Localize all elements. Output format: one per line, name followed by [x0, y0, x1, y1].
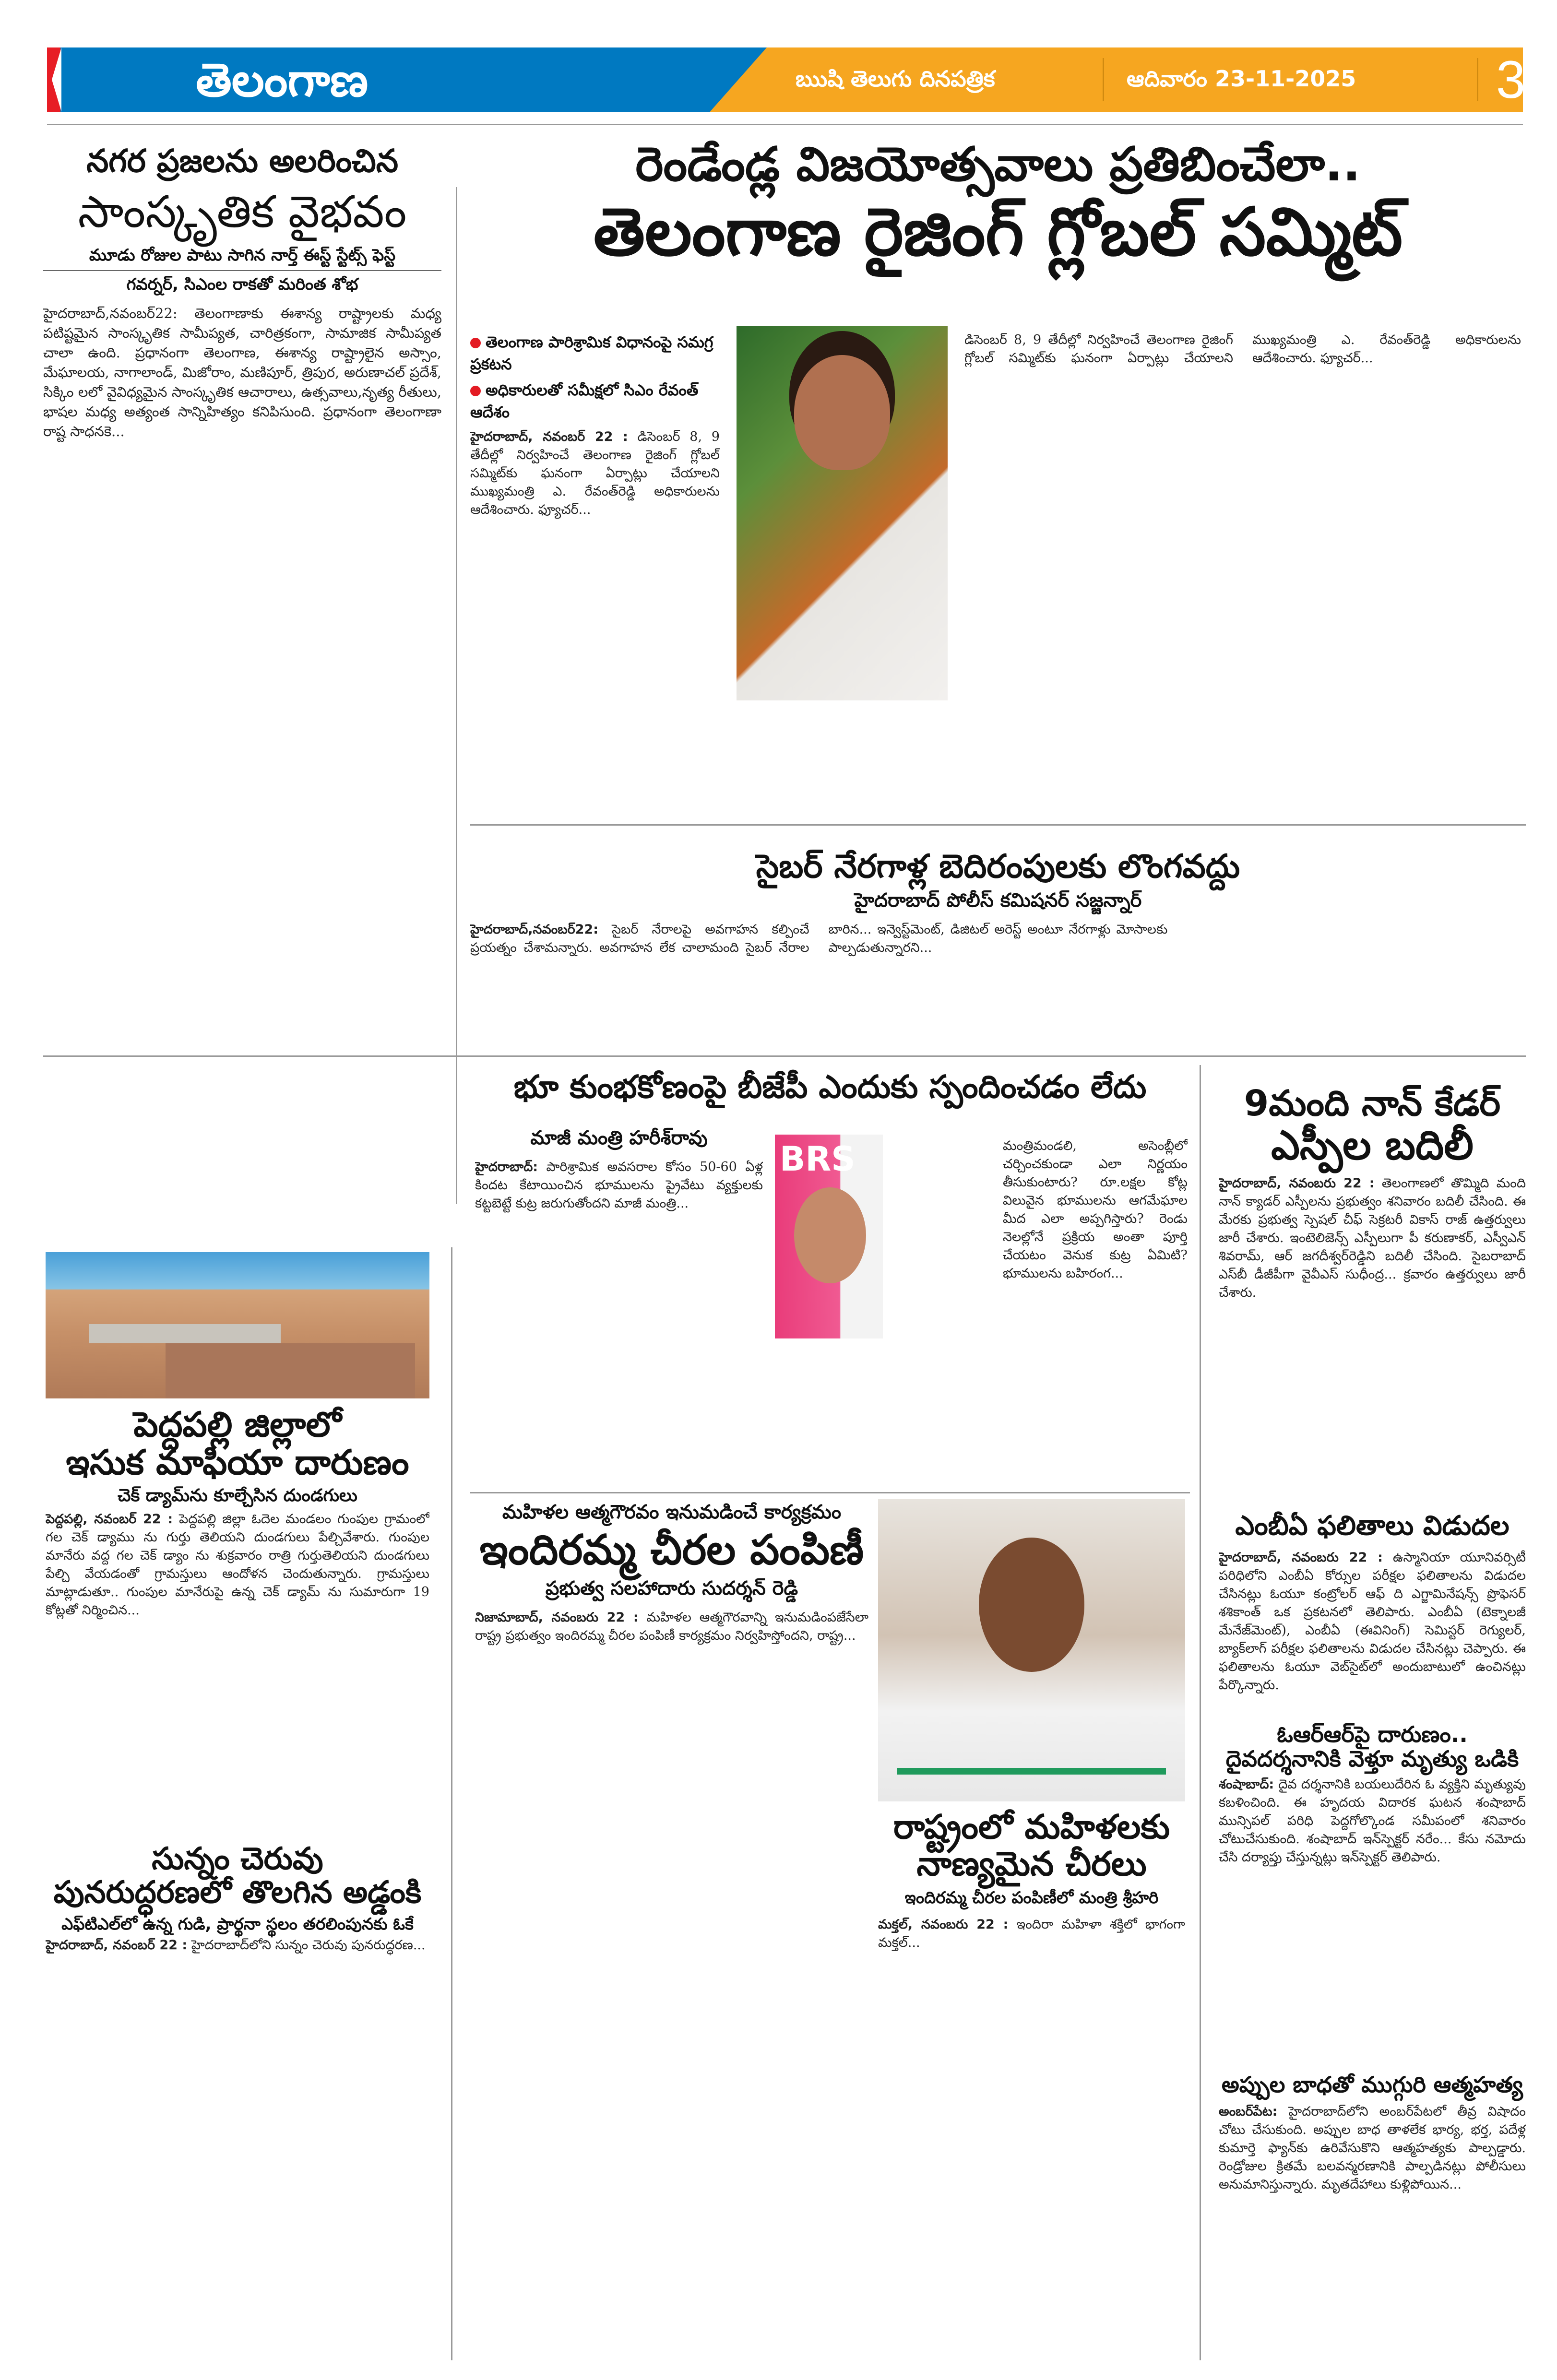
article-sand-mafia [46, 1406, 429, 1808]
bullet-icon [470, 386, 481, 396]
subhead: గవర్నర్, సిఎంల రాకతో మరింత శోభ [126, 275, 358, 295]
headline: ఎస్పీల బదిలీ [1271, 1122, 1474, 1169]
summit-bullets [470, 331, 720, 697]
headline: సైబర్ నేరగాళ్ల బెదిరంపులకు లొంగవద్దు [756, 848, 1240, 886]
article-body: హైదరాబాద్, నవంబరు 22 : ఉస్మానియా యూనివర్సిటీ పరిధిలోని ఎంబీఏ కోర్సుల పరీక్షల ఫలితాలను విడుదల చేసినట్లు ఓయూ కంట్రోలర్ ఆఫ్ ది ఎగ్జామినేషన్స్ ప్రొఫెసర్ శశికాంత్ ఒక ప్రకటనలో తెలిపారు. ఎంబీఏ (టెక్నాలజీ మేనేజ్‌మెంట్), ఎంబీఏ (ఈవినింగ్) సెమిస్టర్ రెగ్యులర్, బ్యాక్‌లాగ్ పరీక్షల ఫలితాలను విడుదల చేసినట్లు చెప్పారు. ఈ ఫలితాలను ఓయూ వెబ్‌సైట్‌లో అందుబాటులో ఉంచినట్లు పేర్కొన్నారు. [1219, 1550, 1526, 1693]
photo-harish [775, 1135, 883, 1338]
subhead: మూడు రోజుల పాటు సాగిన నార్త్ ఈస్ట్ స్టేట్స్ ఫెస్ట్ [43, 247, 441, 271]
photo-check-dam [46, 1252, 429, 1398]
article-debt [1219, 2072, 1526, 2362]
section-rule [43, 1055, 1526, 1057]
headline: ఇందిరమ్మ చీరల పంపిణీ [479, 1526, 864, 1574]
article-body: అంబర్‌పేట: హైదరాబాద్‌లోని అంబర్‌పేటలో తీవ్ర విషాదం చోటు చేసుకుంది. అప్పుల బాధ తాళలేక భార్య, భర్త, పదేళ్ల కుమార్తె ఫ్యాన్‌కు ఉరివేసుకొని ఆత్మహత్యకు పాల్పడ్డారు. రెండ్రోజుల క్రితమే బలవన్మరణానికి పాల్పడినట్లు పోలీసులు అనుమానిస్తున్నారు. మృతదేహాలు కుళ్లిపోయిన... [1219, 2104, 1526, 2192]
dateline: హైదరాబాద్, నవంబర్ 22 : [470, 429, 628, 444]
water [166, 1343, 415, 1398]
subhead: చెక్ డ్యామ్‌ను కూల్చేసిన దుండగులు [118, 1486, 357, 1506]
article-mba [1219, 1511, 1526, 1707]
land-right: మంత్రిమండలి, అసెంబ్లీలో చర్చించకుండా ఎలా నిర్ణయం తీసుకుంటారు? రూ.లక్షల కోట్ల విలువైన భూములను ఆగమేఘాల మీద ఎలా అప్పగిస్తారు? రెండు నెలల్లోనే ప్రక్రియ అంతా పూర్తి చేయటం వెనుక కుట్ర ఏమిటి? భూములను బహిరంగ... [1003, 1138, 1188, 1281]
bullet-icon [470, 338, 481, 348]
headline: రాష్ట్రంలో మహిళలకు [893, 1807, 1170, 1847]
article-body: మక్తల్, నవంబరు 22 : ఇందిరా మహిళా శక్తిలో భాగంగా మక్తల్... [878, 1917, 1185, 1951]
subhead: ప్రభుత్వ సలహాదారు సుదర్శన్ రెడ్డి [545, 1577, 798, 1599]
issue-date: ఆదివారం 23-11-2025 [1127, 66, 1356, 92]
land-left [475, 1127, 763, 1417]
article-sp-transfer [1219, 1084, 1526, 1534]
subhead: మాజీ మంత్రి హరీశ్‌రావు [530, 1127, 708, 1149]
kicker: రెండేండ్ల విజయోత్సవాలు ప్రతిబించేలా.. [635, 137, 1361, 192]
face-shape [794, 355, 890, 470]
paper-name: ఋషి తెలుగు దినపత్రిక [796, 66, 995, 92]
dateline: మక్తల్, నవంబరు 22 : [878, 1917, 1009, 1932]
bullet-item: అధికారులతో సమీక్షలో సిఎం రేవంత్ ఆదేశం [470, 381, 699, 421]
dateline: హైదరాబాద్, నవంబరు 22 : [1219, 1550, 1383, 1565]
headline: దైవదర్శనానికి వెళ్తూ మృత్యు ఒడికి [1225, 1745, 1519, 1772]
kicker: నగర ప్రజలను అలరించిన [86, 142, 399, 179]
column-rule [1200, 1065, 1201, 2360]
kicker: మహిళల ఆత్మగౌరవం ఇనుమడించే కార్యక్రమం [502, 1501, 842, 1523]
dateline: హైదరాబాద్, నవంబరు 22 : [1219, 1175, 1375, 1191]
headline: తెలంగాణ రైజింగ్ గ్లోబల్ సమ్మిట్ [593, 193, 1403, 271]
article-body: హైదరాబాద్: పారిశ్రామిక అవసరాల కోసం 50-60 ఏళ్ల కిందట కేటాయించిన భూములను ప్రైవేటు వ్యక్తులకు కట్టబెట్టే కుట్ర జరుగుతోందని మాజీ మంత్రి... [475, 1160, 763, 1211]
headline: అప్పుల బాధతో ముగ్గురి ఆత్మహత్య [1221, 2072, 1523, 2097]
section-rule [470, 1492, 1190, 1493]
column-rule [451, 1247, 452, 2360]
dateline: హైదరాబాద్,నవంబర్22: [43, 305, 178, 321]
headline: 9మంది నాన్ కేడర్ [1244, 1083, 1501, 1124]
headline: నాణ్యమైన చీరలు [916, 1844, 1147, 1883]
dateline: పెద్దపల్లి, నవంబర్ 22 : [46, 1511, 173, 1527]
article-body: హైదరాబాద్, నవంబర్ 22 : హైదరాబాద్‌లోని సున్నం చెరువు పునరుద్ధరణ... [46, 1938, 426, 1953]
article-orr [1219, 1722, 1526, 2054]
dam-wall [89, 1324, 281, 1343]
summit-continued: డిసెంబర్ 8, 9 తేదీల్లో నిర్వహించే తెలంగాణ రైజింగ్ గ్లోబల్ సమ్మిట్‌కు ఘనంగా ఏర్పాట్లు చేయాలని ముఖ్యమంత్రి ఎ. రేవంత్‌రెడ్డి అధికారులను ఆదేశించారు. ఫ్యూచర్... [964, 332, 1521, 366]
article-land [475, 1070, 1185, 1105]
article-body: హైదరాబాద్, నవంబరు 22 : తెలంగాణలో తొమ్మిది మంది నాన్ క్యాడర్ ఎస్పీలను ప్రభుత్వం శనివారం బదిలీ చేసింది. ఈ మేరకు ప్రభుత్వ స్పెషల్ చీఫ్ సెక్రటరీ వికాస్ రాజ్ ఉత్తర్వులు జారీ చేశారు. ఇంటెలిజెన్స్ ఎస్పీలుగా పీ కరుణాకర్, ఎస్వీఎన్ శివరామ్, ఆర్ జగదీశ్వర్‌రెడ్డిని బదిలీ చేసింది. సైబరాబాద్ ఎస్‌బీ డీజీపీగా వైవీఎస్ సుధీంద్ర... క్రవారం ఉత్తర్వులు జారీ చేశారు. [1219, 1175, 1526, 1300]
dateline: హైదరాబాద్: [475, 1160, 538, 1174]
masthead-blue-band [57, 47, 767, 112]
article-summit [470, 139, 1526, 269]
article-cyber [470, 835, 1526, 1050]
article-body: హైదరాబాద్,నవంబర్22: సైబర్ నేరాలపై అవగాహన కల్పించే ప్రయత్నం చేశామన్నారు. అవగాహన లేక చాలామంది సైబర్ నేరాల బారిన... ఇన్వెస్ట్‌మెంట్, డిజిటల్ అరెస్ట్ అంటూ నేరగాళ్లు మోసాలకు పాల్పడుతున్నారని... [470, 922, 1168, 955]
article-body: హైదరాబాద్,నవంబర్22: తెలంగాణాకు ఈశాన్య రాష్ట్రాలకు మధ్య పటిష్టమైన సాంస్కృతిక సామీప్యత, చారిత్రకంగా, సామాజిక సామీప్యత చాలా ఉంది. ప్రధానంగా తెలంగాణ, ఈశాన్య రాష్ట్రాలైన అస్సాం, మేఘాలయ, నాగాలాండ్, మిజోరాం, మణిపూర్, త్రిపుర, అరుణాచల్ ప్రదేశ్, సిక్కిం లలో వైవిధ్యమైన సాంస్కృతిక ఆచారాలు, ఉత్సవాలు,నృత్య రీతులు, భాషల మధ్య అత్యంత సాన్నిహిత్యం కనిపిసుంది. ప్రధానంగా తెలంగాణా రాష్ట సాధనకె... [43, 305, 441, 439]
headline: భూ కుంభకోణంపై బీజేపీ ఎందుకు స్పందించడం లేదు [513, 1068, 1147, 1105]
headline: సాంస్కృతిక వైభవం [78, 186, 407, 237]
headline: పునరుద్ధరణలో తొలగిన అడ్డంకి [53, 1875, 422, 1911]
article-quality-sarees [878, 1809, 1185, 2280]
dateline: నిజామాబాద్, నవంబరు 22 : [475, 1610, 639, 1625]
headline: ఓఆర్ఆర్‌పై దారుణం.. [1277, 1721, 1468, 1747]
brs-logo-text: BRS [780, 1139, 856, 1179]
article-sarees [475, 1502, 868, 2323]
article-body: పెద్దపల్లి, నవంబర్ 22 : పెద్దపల్లి జిల్లా ఓదెల మండలం గుంపుల గ్రామంలో గల చెక్ డ్యాము ను గుర్తు తెలియని దుండగులు పేల్చివేశారు. గుంపుల మానేరు వద్ద గల చెక్ డ్యాం ను శుక్రవారం రాత్రి గుర్తుతెలియని దుండగులు పేల్చి వేయడంతో గ్రామస్తులు ఆందోళన చెందుతున్నారు. గ్రామస్తులు మాట్లాడుతూ.. గుంపుల మానేరుపై ఉన్న చెక్ డ్యామ్ ను సుమారుగా 19 కోట్లతో నిర్మించిన... [46, 1511, 429, 1618]
bullet-item: తెలంగాణ పారిశ్రామిక విధానంపై సమగ్ర ప్రకటన [470, 333, 713, 373]
dateline: హైదరాబాద్, నవంబర్ 22 : [46, 1938, 188, 1953]
photo-cm [737, 326, 948, 700]
headline: సున్నం చెరువు [152, 1841, 323, 1877]
scarf-stripe [897, 1768, 1166, 1775]
headline: పెద్దపల్లి జిల్లాలో [133, 1404, 342, 1445]
headline: ఇసుక మాఫియా దారుణం [66, 1442, 409, 1483]
masthead [47, 47, 1526, 112]
divider [1477, 58, 1478, 101]
header-rule [47, 124, 1523, 125]
dateline: హైదరాబాద్,నవంబర్22: [470, 922, 598, 937]
article-body: నిజామాబాద్, నవంబరు 22 : మహిళల ఆత్మగౌరవాన్ని ఇనుమడింపజేసేలా రాష్ట్ర ప్రభుత్వం ఇందిరమ్మ చీరల పంపిణీ కార్యక్రమం నిర్వహిస్తోందని, రాష్ట్ర... [475, 1610, 868, 1643]
dateline: శంషాబాద్: [1219, 1777, 1274, 1792]
article-culture [43, 144, 441, 1287]
face-shape [979, 1538, 1084, 1672]
article-body: హైదరాబాద్, నవంబర్ 22 : డిసెంబర్ 8, 9 తేదీల్లో నిర్వహించే తెలంగాణ రైజింగ్ గ్లోబల్ సమ్మిట్‌కు ఘనంగా ఏర్పాట్లు చేయాలని ముఖ్యమంత్రి ఎ. రేవంత్‌రెడ్డి అధికారులను ఆదేశించారు. ఫ్యూచర్... [470, 429, 720, 517]
face-shape [794, 1187, 866, 1283]
article-body: శంషాబాద్: దైవ దర్శనానికి బయలుదేరిన ఓ వ్యక్తిని మృత్యువు కబళించింది. ఈ హృదయ విదారక ఘటన శంషాబాద్ మున్సిపల్ పరిధి పెద్దగోల్కొండ సమీపంలో శనివారం చోటుచేసుకుంది. శంషాబాద్ ఇన్‌స్పెక్టర్ నరేం... కేసు నమోదు చేసి దర్యాప్తు చేస్తున్నట్లు ఇన్‌స్పెక్టర్ తెలిపారు. [1219, 1777, 1526, 1865]
photo-sudarshan [878, 1499, 1185, 1801]
subhead: హైదరాబాద్ పోలీస్ కమిషనర్ సజ్జన్నార్ [854, 889, 1142, 912]
section-rule [470, 824, 1526, 826]
subhead: ఎఫ్‌టిఎల్‌లో ఉన్న గుడి, ప్రార్థనా స్థలం తరలింపునకు ఓకే [61, 1914, 414, 1934]
subhead: ఇందిరమ్మ చీరల పంపిణీలో మంత్రి శ్రీహరి [904, 1888, 1159, 1907]
section-title: తెలంగాణ [196, 53, 368, 107]
dateline: అంబర్‌పేట: [1219, 2104, 1278, 2119]
column-rule [456, 187, 457, 1204]
headline: ఎంబీఏ ఫలితాలు విడుదల [1235, 1510, 1509, 1541]
page-number: 3 [1496, 50, 1526, 109]
divider [1103, 58, 1104, 101]
article-sunnam [46, 1842, 429, 2330]
